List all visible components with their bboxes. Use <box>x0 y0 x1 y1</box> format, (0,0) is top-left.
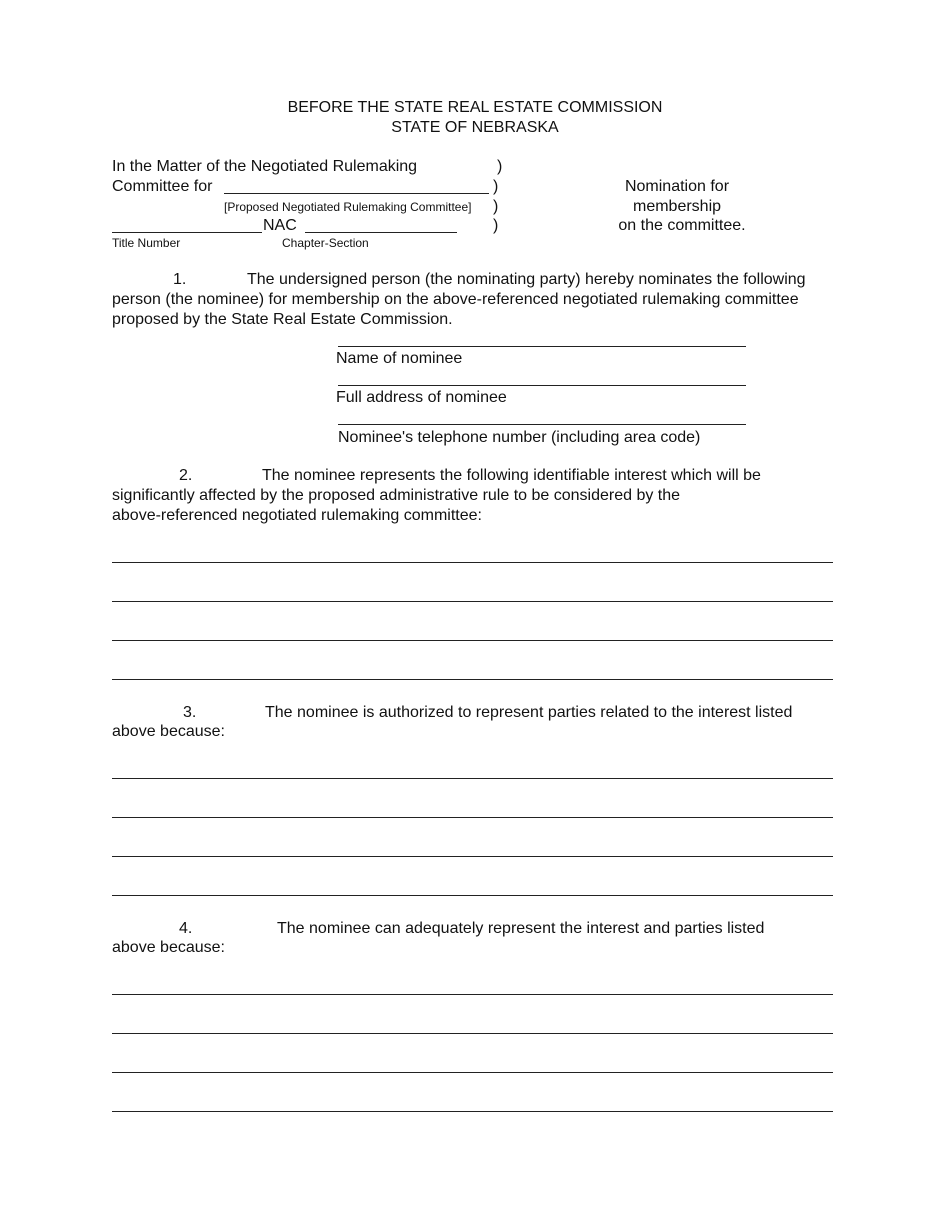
section-1-number: 1. <box>173 271 187 288</box>
section-2-line-2: significantly affected by the proposed administrative rule to be considered by the <box>112 487 681 504</box>
answer-line[interactable] <box>112 856 833 857</box>
section-1-line-1: The undersigned person (the nominating party) hereby nominates the following <box>247 271 806 288</box>
nac-label: NAC <box>263 217 297 234</box>
nominee-name-label: Name of nominee <box>336 350 463 367</box>
section-4-number: 4. <box>179 920 193 937</box>
answer-line[interactable] <box>112 1033 833 1034</box>
committee-name-line[interactable] <box>224 179 489 194</box>
nomination-line-3: on the committee. <box>618 217 746 234</box>
chapter-section-label: Chapter-Section <box>282 236 369 250</box>
nominee-name-line[interactable] <box>338 346 746 347</box>
caption-paren: ) <box>493 217 499 234</box>
answer-line[interactable] <box>112 679 833 680</box>
title-number-line[interactable] <box>112 218 262 233</box>
answer-line[interactable] <box>112 817 833 818</box>
section-3-number: 3. <box>183 704 197 721</box>
answer-line[interactable] <box>112 562 833 563</box>
answer-line[interactable] <box>112 601 833 602</box>
nomination-line-1: Nomination for <box>624 178 730 195</box>
section-2-line-3: above-referenced negotiated rulemaking committee: <box>112 507 482 524</box>
answer-line[interactable] <box>112 778 833 779</box>
nominee-phone-line[interactable] <box>338 424 746 425</box>
nominee-phone-label: Nominee's telephone number (including area code) <box>338 429 701 446</box>
caption-paren: ) <box>493 178 499 195</box>
section-4-line-2: above because: <box>112 939 225 956</box>
answer-line[interactable] <box>112 1111 833 1112</box>
header-line-2: STATE OF NEBRASKA <box>391 119 559 136</box>
section-4-line-1: The nominee can adequately represent the interest and parties listed <box>277 920 765 937</box>
chapter-section-line[interactable] <box>305 218 457 233</box>
section-3-line-2: above because: <box>112 723 225 740</box>
section-2-line-1: The nominee represents the following identifiable interest which will be <box>262 467 761 484</box>
section-2-number: 2. <box>179 467 193 484</box>
matter-line: In the Matter of the Negotiated Rulemaking <box>112 158 418 175</box>
answer-line[interactable] <box>112 640 833 641</box>
section-1-line-3: proposed by the State Real Estate Commission. <box>112 311 453 328</box>
proposed-committee-label: [Proposed Negotiated Rulemaking Committee] <box>224 200 472 214</box>
answer-line[interactable] <box>112 895 833 896</box>
nomination-line-2: membership <box>632 198 722 215</box>
caption-paren: ) <box>493 198 499 215</box>
caption-paren: ) <box>497 158 503 175</box>
committee-for-label: Committee for <box>112 178 213 195</box>
answer-line[interactable] <box>112 1072 833 1073</box>
title-number-label: Title Number <box>112 236 181 250</box>
nominee-address-label: Full address of nominee <box>336 389 507 406</box>
answer-line[interactable] <box>112 994 833 995</box>
section-1-line-2: person (the nominee) for membership on the above-referenced negotiated rulemaking committee <box>112 291 799 308</box>
header-line-1: BEFORE THE STATE REAL ESTATE COMMISSION <box>287 99 663 116</box>
section-3-line-1: The nominee is authorized to represent parties related to the interest listed <box>265 704 793 721</box>
nominee-address-line[interactable] <box>338 385 746 386</box>
